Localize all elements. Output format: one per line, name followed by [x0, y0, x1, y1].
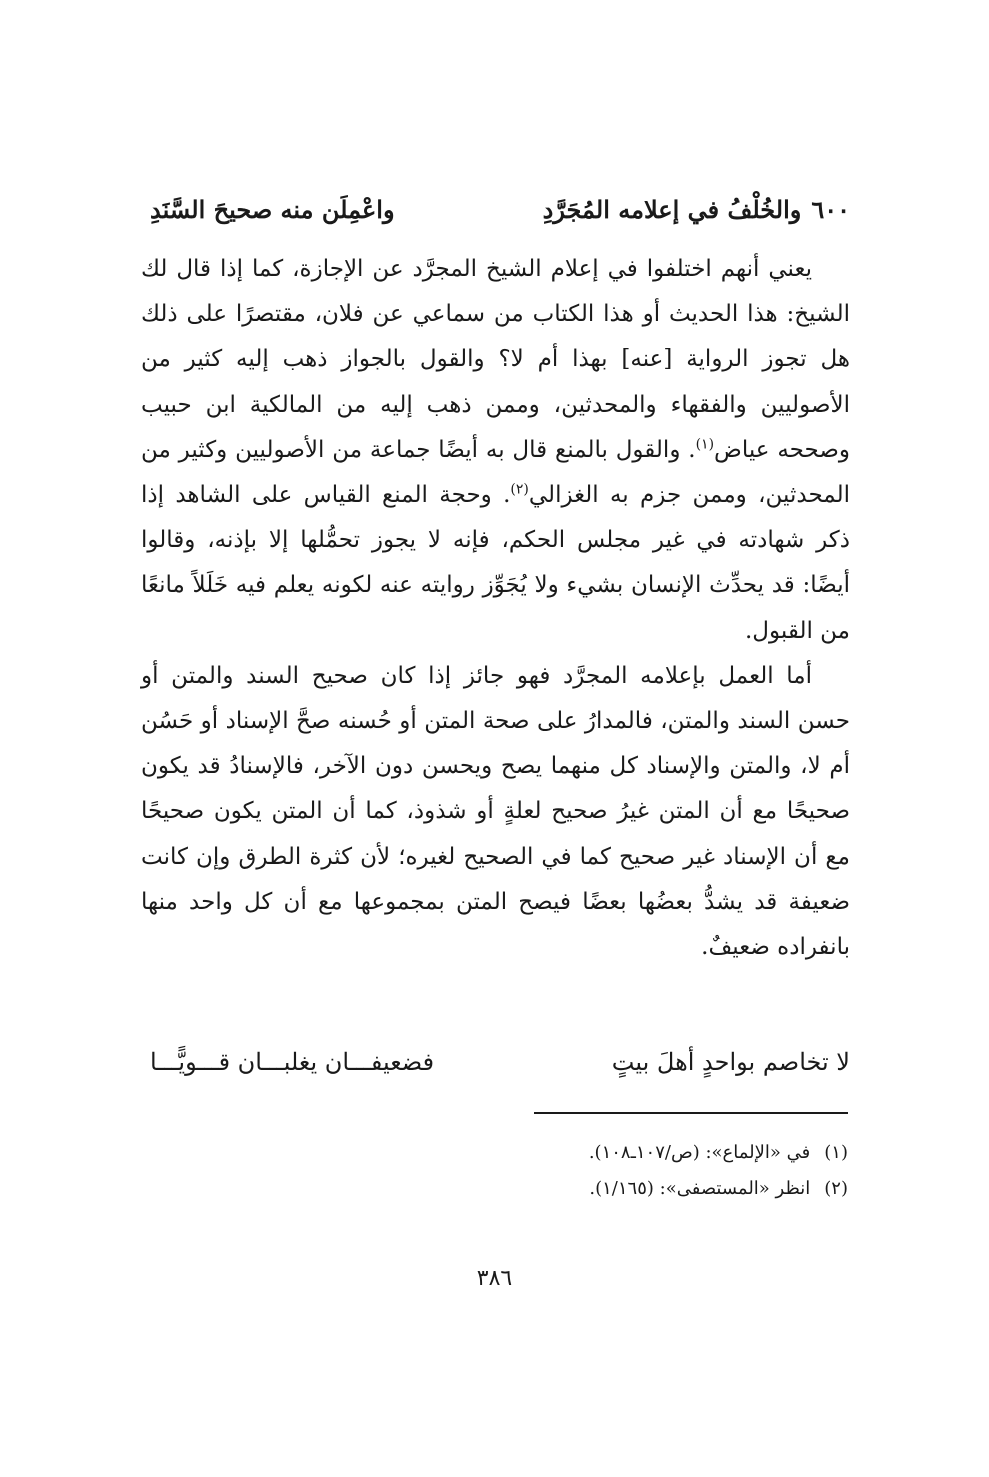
paragraph-1-part-1: يعني أنهم اختلفوا في إعلام الشيخ المجرَّد عن الإجازة، كما إذا قال لك الشيخ: هذا الحديث أو هذا الكتاب من سماعي عن فلان، مقتصرًا على ذلك هل تجوز الرواية [عنه] بهذا أم لا؟ والقول بالجواز ذهب إليه كثير من الأصوليين والفقهاء والمحدثين، وممن ذهب إليه من المالكية ابن حبيب وصححه عياض — [141, 256, 850, 463]
closing-verse — [150, 1042, 850, 1082]
footnotes — [150, 1135, 848, 1207]
footnote-2-text: انظر «المستصفى»: (١/١٦٥). — [589, 1178, 811, 1199]
paragraph-1 — [141, 247, 850, 654]
footnote-divider — [534, 1112, 848, 1114]
footnote-1-number: (١) — [824, 1142, 848, 1163]
footnote-1 — [150, 1135, 848, 1171]
verse-header — [150, 190, 850, 230]
footnote-2 — [150, 1171, 848, 1207]
page-number: ٣٨٦ — [476, 1266, 513, 1291]
verse-hemistich-1-text: والخُلْفُ في إعلامه المُجَرَّدِ — [542, 195, 802, 224]
verse-hemistich-1 — [543, 190, 850, 230]
main-text — [141, 247, 850, 970]
verse-number: ٦٠٠ — [811, 195, 850, 224]
paragraph-1-part-3: . وحجة المنع القياس على الشاهد إذا ذكر شهادته في غير مجلس الحكم، فإنه لا يجوز تحمُّلها إلا بإذنه، وقالوا أيضًا: قد يحدِّث الإنسان بشيء ولا يُجَوِّز روايته عنه لكونه يعلم فيه خَلَلاً مانعًا من القبول. — [141, 482, 850, 644]
closing-hemistich-1: لا تخاصم بواحدٍ أهلَ بيتٍ — [611, 1048, 850, 1076]
footnote-2-number: (٢) — [824, 1178, 848, 1199]
footnote-marker-2: (٢) — [510, 481, 529, 498]
paragraph-2: أما العمل بإعلامه المجرَّد فهو جائز إذا كان صحيح السند والمتن أو حسن السند والمتن، فالمدارُ على صحة المتن أو حُسنه صحَّ الإسناد أو حَسُن أم لا، والمتن والإسناد كل منهما يصح ويحسن دون الآخر، فالإسنادُ قد يكون صحيحًا مع أن المتن غيرُ صحيح لعلةٍ أو شذوذ، كما أن المتن يكون صحيحًا مع أن الإسناد غير صحيح كما في الصحيح لغيره؛ لأن كثرة الطرق وإن كانت ضعيفة قد يشدُّ بعضُها بعضًا فيصح المتن بمجموعها مع أن كل واحد منها بانفراده ضعيفٌ. — [141, 662, 850, 961]
footnote-1-text: في «الإلماع»: (ص/١٠٧ـ١٠٨). — [588, 1142, 811, 1163]
closing-hemistich-2: فضعيفـــان يغلبـــان قـــويًّـــا — [150, 1048, 435, 1076]
paragraph-1-part-2: . والقول بالمنع قال به أيضًا جماعة من الأصوليين وكثير من المحدثين، وممن جزم به الغزالي — [141, 436, 850, 509]
footnote-marker-1: (١) — [695, 436, 715, 453]
verse-hemistich-2: واعْمِلَن منه صحيحَ السَّنَدِ — [150, 195, 395, 224]
